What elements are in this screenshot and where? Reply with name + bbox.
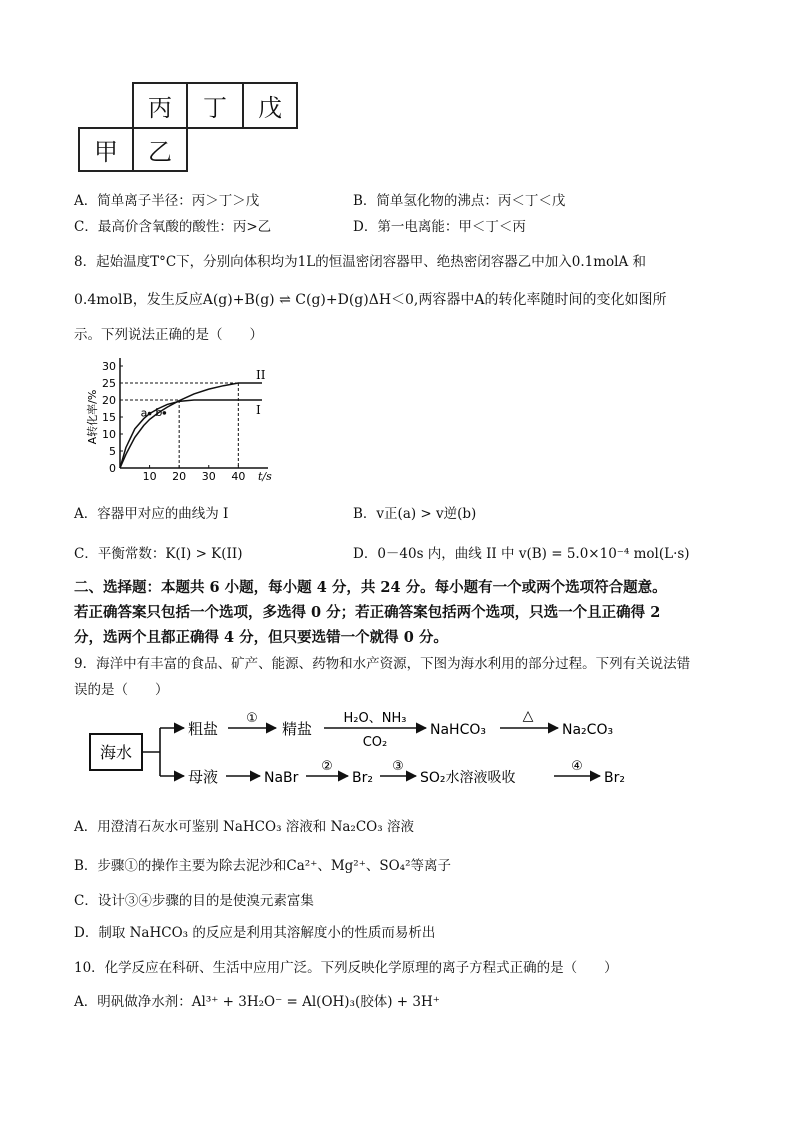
y-tick-label: 15 xyxy=(102,411,116,424)
x-tick-label: 10 xyxy=(142,470,157,482)
q9-option-b: B．步骤①的操作主要为除去泥沙和Ca²⁺、Mg²⁺、SO₄²等离子 xyxy=(74,858,451,874)
series-line-II xyxy=(120,383,262,468)
x-tick-label: 40 xyxy=(231,470,246,482)
q9-stem-line1: 9．海洋中有丰富的食品、矿产、能源、药物和水产资源，下图为海水利用的部分过程。下列有关说法错 xyxy=(74,656,691,672)
flow-mother-liquor: 母液 xyxy=(188,768,219,786)
y-tick-label: 30 xyxy=(102,360,116,373)
point-label-a: a xyxy=(140,406,148,420)
q8-option-a: A．容器甲对应的曲线为 I xyxy=(74,506,229,522)
x-tick-label: 30 xyxy=(201,470,216,482)
grid-cell-jia: 甲 xyxy=(78,127,134,172)
q8-stem-line1: 8．起始温度T°C下，分别向体积均为1L的恒温密闭容器甲、绝热密闭容器乙中加入0.1molA 和 xyxy=(74,254,646,270)
q8-option-c: C．平衡常数：K(I) > K(II) xyxy=(74,546,243,562)
y-tick-label: 10 xyxy=(102,428,116,441)
grid-cell-wu: 戊 xyxy=(242,82,298,129)
section2-instructions-line1: 二、选择题：本题共 6 小题，每小题 4 分，共 24 分。每小题有一个或两个选项符合题意。 xyxy=(74,579,667,596)
q8-stem-line3: 示。下列说法正确的是（ ） xyxy=(74,327,263,343)
x-axis-label: t/s xyxy=(258,470,272,482)
conversion-chart xyxy=(84,352,274,482)
flow-step1: ① xyxy=(246,711,258,726)
flow-reagents-bottom: CO₂ xyxy=(362,735,388,750)
seawater-flow-diagram xyxy=(88,706,648,802)
y-tick-label: 25 xyxy=(102,377,116,390)
flow-step3: ③ xyxy=(392,759,404,774)
q9-option-d: D．制取 NaHCO₃ 的反应是利用其溶解度小的性质而易析出 xyxy=(74,925,436,941)
q7-option-a: A．简单离子半径：丙＞丁＞戊 xyxy=(74,193,260,209)
flow-heat: △ xyxy=(522,708,534,724)
flow-br2-b: Br₂ xyxy=(604,770,625,786)
q7-option-d: D．第一电离能：甲＜丁＜丙 xyxy=(353,219,526,235)
flow-so2-absorb: SO₂水溶液吸收 xyxy=(420,770,516,786)
grid-cell-yi: 乙 xyxy=(132,127,188,172)
section2-instructions-line3: 分，选两个且都正确得 4 分，但只要选错一个就得 0 分。 xyxy=(74,629,448,646)
section2-instructions-line2: 若正确答案只包括一个选项，多选得 0 分；若正确答案包括两个选项，只选一个且正确得 2 xyxy=(74,604,661,621)
q7-option-b: B．简单氢化物的沸点：丙＜丁＜戊 xyxy=(353,193,566,209)
y-tick-label: 20 xyxy=(102,394,116,407)
flow-source: 海水 xyxy=(99,743,133,762)
q8-option-d: D．0－40s 内，曲线 II 中 v(B) = 5.0×10⁻⁴ mol(L·s) xyxy=(353,546,690,562)
flow-nahco3: NaHCO₃ xyxy=(430,722,486,738)
flow-reagents-top: H₂O、NH₃ xyxy=(343,711,407,726)
q9-option-a: A．用澄清石灰水可鉴别 NaHCO₃ 溶液和 Na₂CO₃ 溶液 xyxy=(74,819,414,835)
series-label-II: II xyxy=(256,368,266,382)
q8-option-b: B．v正(a) > v逆(b) xyxy=(353,506,477,522)
grid-cell-ding: 丁 xyxy=(186,82,244,129)
q8-stem-line2: 0.4molB，发生反应A(g)+B(g) ⇌ C(g)+D(g)ΔH＜0,两容器中A的转化率随时间的变化如图所 xyxy=(74,292,667,308)
q10-stem: 10．化学反应在科研、生活中应用广泛。下列反映化学原理的离子方程式正确的是（ ） xyxy=(74,960,618,976)
q7-option-c: C．最高价含氧酸的酸性：丙>乙 xyxy=(74,219,272,235)
flow-br2-a: Br₂ xyxy=(352,770,373,786)
point-a xyxy=(148,412,152,416)
y-tick-label: 5 xyxy=(109,445,116,458)
flow-step2: ② xyxy=(321,759,333,774)
flow-refined-salt: 精盐 xyxy=(282,720,313,738)
x-tick-label: 20 xyxy=(172,470,187,482)
point-b xyxy=(163,411,167,415)
point-label-b: b xyxy=(155,405,163,419)
series-label-I: I xyxy=(256,403,261,417)
q10-option-a: A．明矾做净水剂：Al³⁺ + 3H₂O⁻ = Al(OH)₃(胶体) + 3H⁺ xyxy=(74,994,440,1010)
flow-step4: ④ xyxy=(571,759,583,774)
q9-option-c: C．设计③④步骤的目的是使溴元素富集 xyxy=(74,893,314,909)
y-axis-label: A转化率/% xyxy=(86,389,99,445)
grid-cell-bing: 丙 xyxy=(132,82,188,129)
y-tick-label: 0 xyxy=(109,462,116,475)
flow-crude-salt: 粗盐 xyxy=(188,720,219,738)
flow-nabr: NaBr xyxy=(264,770,299,786)
flow-na2co3: Na₂CO₃ xyxy=(562,722,614,738)
q9-stem-line2: 误的是（ ） xyxy=(74,682,169,698)
